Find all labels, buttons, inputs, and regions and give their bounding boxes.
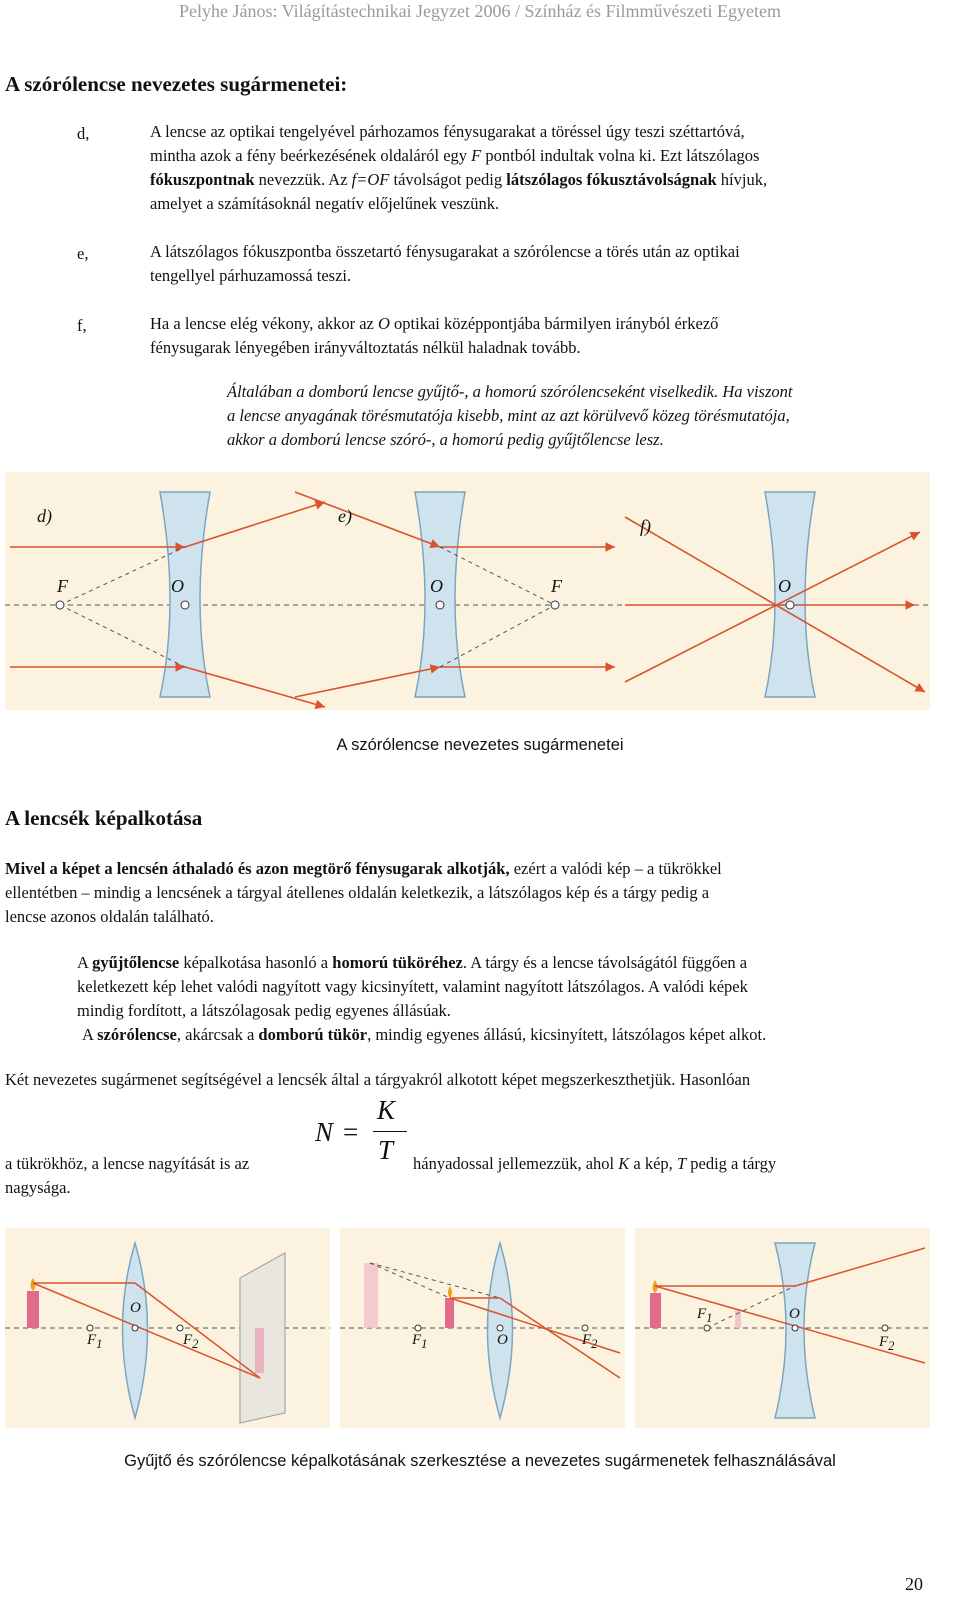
label-O-d: O — [171, 576, 184, 596]
item-label-e: e, — [77, 244, 89, 263]
p2-label-O: O — [497, 1332, 508, 1348]
item-e-line1: A látszólagos fókuszpontba összetartó fénysugarakat a szórólencse a törés után az optikai — [150, 242, 740, 261]
candle-image — [255, 1328, 264, 1373]
center-point-f — [786, 601, 794, 609]
page-number: 20 — [905, 1574, 923, 1594]
virtual-image — [364, 1263, 378, 1328]
paragraph-1 — [5, 857, 940, 929]
item-d-line2: mintha azok a fény beérkezésének oldaláról egy F pontból indultak volna ki. Ezt látszólagos — [150, 146, 760, 165]
p2-label-F2: $F_2$ — [582, 1332, 598, 1351]
diverging-lens-figure — [5, 472, 930, 710]
converging-virtual-image-figure — [340, 1228, 625, 1428]
item-text-d — [150, 120, 940, 216]
converging-virtual-diagram — [340, 1228, 625, 1428]
p2-line2: keletkezett kép lehet valódi nagyított vagy kicsinyített, valamint nagyított látszólagos. A valódi képek — [77, 977, 748, 996]
diverging-lens-diagram — [5, 472, 930, 710]
paragraph-2 — [77, 951, 937, 1047]
note-line3: akkor a domború lencse szóró-, a homorú pedig gyűjtőlencse lesz. — [227, 430, 664, 449]
p1-line3: lencse azonos oldalán található. — [5, 907, 214, 926]
fraction-bar — [373, 1131, 407, 1132]
center-point-e — [436, 601, 444, 609]
p1-line1: Mivel a képet a lencsén áthaladó és azon megtörő fénysugarak alkotják, ezért a valódi kép – a tükrökkel — [5, 859, 722, 878]
converging-real-image-figure — [5, 1228, 330, 1428]
candle-object-2 — [445, 1298, 454, 1328]
p3-label-O: O — [789, 1306, 800, 1322]
p3-label-F1: $F_1$ — [697, 1306, 713, 1325]
p2-line1: A gyűjtőlencse képalkotása hasonló a homorú tüköréhez. A tárgy és a lencse távolságától függően a — [77, 953, 748, 972]
p3-label-F2: $F_2$ — [879, 1334, 895, 1353]
converging-real-diagram — [5, 1228, 330, 1428]
p2-line3: mindig fordított, a látszólagosak pedig egyenes állásúak. — [77, 1001, 451, 1020]
figure1-caption: A szórólencse nevezetes sugármenetei — [336, 736, 624, 754]
page-header: Pelyhe János: Világítástechnikai Jegyzet 2006 / Színház és Filmművészeti Egyetem — [179, 1, 781, 21]
formula-eq: = — [343, 1117, 359, 1147]
magnification-formula — [315, 1095, 410, 1175]
paragraph-4: Két nevezetes sugármenet segítségével a lencsék által a tárgyakról alkotott képet megszerkeszthetjük. Hasonlóan — [5, 1070, 751, 1089]
diverging-image-diagram — [635, 1228, 930, 1428]
p3-line: A szórólencse, akárcsak a domború tükör, mindig egyenes állású, kicsinyített, látszólagos képet alkot. — [82, 1025, 767, 1044]
paragraph-5-end: hányadossal jellemezzük, ahol K a kép, T pedig a tárgy — [413, 1154, 777, 1173]
candle-object — [27, 1291, 39, 1328]
center-point-d — [181, 601, 189, 609]
item-label-d: d, — [77, 124, 90, 143]
formula-N: N — [315, 1117, 334, 1147]
p1-line2: ellentétben – mindig a lencsének a tárgyal átellenes oldalán keletkezik, a látszólagos kép és a tárgy pedig a — [5, 883, 710, 902]
label-O-e: O — [430, 576, 443, 596]
fig-label-f: f) — [640, 516, 651, 536]
fig-label-e: e) — [338, 506, 352, 526]
candle-object-3 — [650, 1293, 661, 1328]
item-text-f — [150, 312, 940, 360]
item-label-f: f, — [77, 316, 87, 335]
note-line1: Általában a domború lencse gyűjtő-, a homorú szórólencseként viselkedik. Ha viszont — [227, 382, 793, 401]
diverging-image-figure — [635, 1228, 930, 1428]
label-O-f: O — [778, 576, 791, 596]
item-e-line2: tengellyel párhuzamossá teszi. — [150, 266, 352, 285]
section-title-diverging-rays: A szórólencse nevezetes sugármenetei: — [5, 72, 348, 96]
p1-label-O: O — [130, 1300, 141, 1316]
label-F-d: F — [57, 576, 68, 596]
item-f-line2: fénysugarak lényegében irányváltoztatás nélkül haladnak tovább. — [150, 338, 581, 357]
item-d-line1: A lencse az optikai tengelyével párhozamos fénysugarakat a töréssel úgy teszi széttartóvá, — [150, 122, 745, 141]
item-text-e — [150, 240, 940, 288]
formula-T: T — [378, 1135, 394, 1165]
figure2-caption: Gyűjtő és szórólencse képalkotásának szerkesztése a nevezetes sugármenetek felhasználásával — [124, 1452, 836, 1470]
p1-label-F1: $F_1$ — [87, 1332, 103, 1351]
formula-K: K — [377, 1095, 396, 1125]
item-f-line1: Ha a lencse elég vékony, akkor az O optikai középpontjába bármilyen irányból érkező — [150, 314, 719, 333]
fig-label-d: d) — [37, 506, 52, 526]
section-title-image-formation: A lencsék képalkotása — [5, 806, 203, 830]
p2-label-F1: $F_1$ — [412, 1332, 428, 1351]
paragraph-5-start: a tükrökhöz, a lencse nagyítását is az — [5, 1154, 250, 1173]
focus-point-e — [551, 601, 559, 609]
focus-point-d — [56, 601, 64, 609]
paragraph-6: nagysága. — [5, 1178, 71, 1197]
item-d-line3: fókuszpontnak nevezzük. Az f=OF távolságot pedig látszólagos fókusztávolságnak hívjuk, — [150, 170, 768, 189]
item-d-line4: amelyet a számításoknál negatív előjelűnek veszünk. — [150, 194, 500, 213]
label-F-e: F — [551, 576, 562, 596]
note-line2: a lencse anyagának törésmutatója kisebb, mint az azt körülvevő közeg törésmutatója, — [227, 406, 790, 425]
italic-note — [227, 380, 942, 452]
p1-label-F2: $F_2$ — [183, 1332, 199, 1351]
